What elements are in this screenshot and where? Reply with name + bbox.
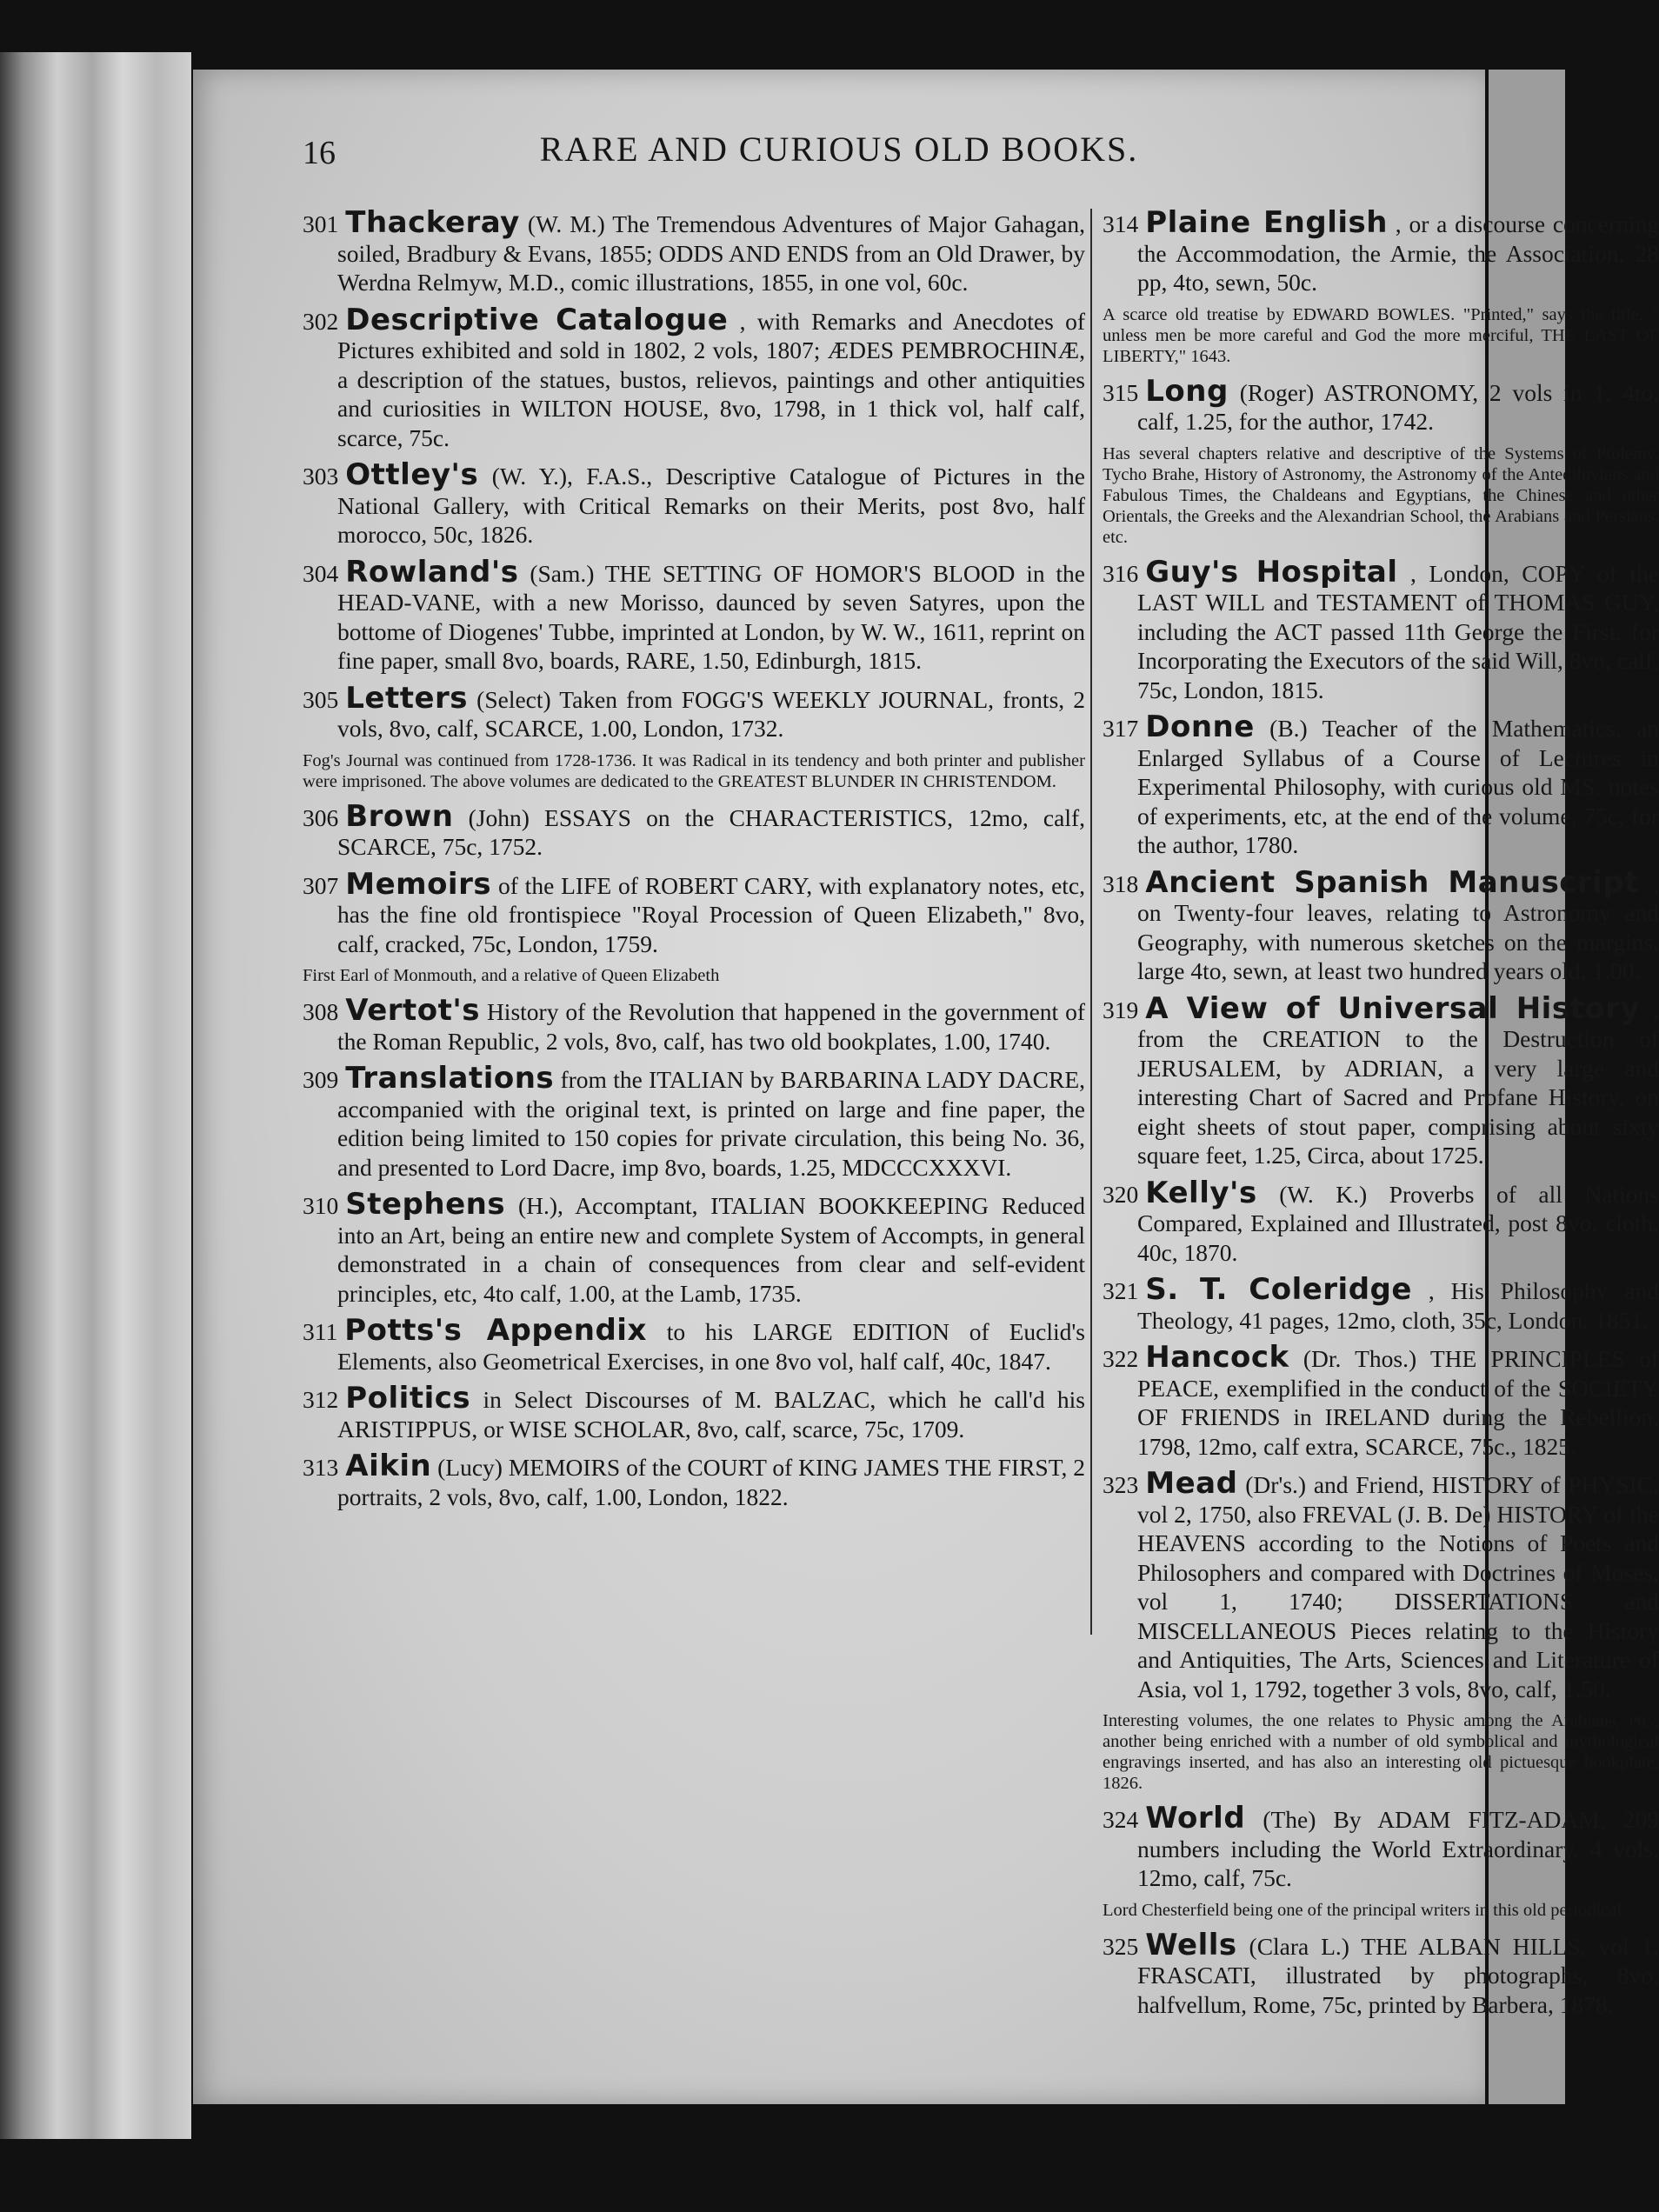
entry-name: Memoirs [345,866,492,902]
catalogue-entry [303,1313,1086,1376]
left-column [303,205,1086,1520]
entry-name: Ancient Spanish Manuscript [1145,864,1639,900]
catalogue-entry [303,457,1086,550]
entry-name: Hancock [1145,1340,1289,1375]
entry-description: History of the Revolution that happened in the government of the Roman Republic, 2 vols, 8vo, calf, has two old bookplates, 1.00, 1740. [337,998,1085,1055]
entry-number: 309 [303,1066,339,1093]
entry-description: , with Remarks and Anecdotes of Pictures exhibited and sold in 1802, 2 vols, 1807; ÆDES PEMBROCHINÆ, a description of the statues, bustos, relievos, paintings and other antiquities and curiosities in WILTON HOUSE, 8vo, 1798, in 1 thick vol, half calf, scarce, 75c. [337,307,1086,451]
entry-description: (The) By ADAM FITZ-ADAM, 209 numbers including the World Extraordinary, 4 vols, 12mo, calf, 75c. [1137,1806,1659,1891]
entry-description: (Select) Taken from FOGG'S WEEKLY JOURNAL, fronts, 2 vols, 8vo, calf, SCARCE, 1.00, London, 1732. [337,685,1085,742]
entry-description: from the ITALIAN by BARBARINA LADY DACRE, accompanied with the original text, is printed on large and fine paper, the edition being limited to 150 copies for private circulation, this being No. 36, and presented to Lord Dacre, imp 8vo, boards, 1.25, MDCCCXXXVI. [337,1066,1086,1181]
entry-description: in Select Discourses of M. BALZAC, which he call'd his ARISTIPPUS, or WISE SCHOLAR, 8vo, calf, scarce, 75c, 1709. [337,1386,1086,1442]
catalogue-entry [303,993,1085,1056]
entry-description: to his LARGE EDITION of Euclid's Elements, also Geometrical Exercises, in one 8vo vol, half calf, 40c, 1847. [337,1318,1086,1375]
entry-number: 304 [303,559,339,587]
catalogue-entry [303,1187,1086,1308]
entry-name: Ottley's [345,457,479,492]
entry-number: 323 [1103,1471,1139,1498]
catalogue-entry [1103,710,1659,860]
entry-number: 303 [303,463,339,490]
catalogue-entry [1103,1927,1659,2020]
entry-note: Fog's Journal was continued from 1728-1736. It was Radical in its tendency and both printer and publisher were imprisoned. The above volumes are dedicated to the GREATEST BLUNDER IN CHRISTENDOM. [303,750,1085,791]
catalogue-entry [303,866,1086,959]
entry-description: , London, COPY of the LAST WILL and TESTAMENT of THOMAS GUY, including the ACT passed 11th George the First, for Incorporating the Executors of the said Will, 8vo, calf, 75c, London, 1815. [1137,559,1659,703]
catalogue-entry [1103,1272,1659,1335]
entry-name: Kelly's [1145,1175,1257,1210]
entry-name: World [1145,1801,1246,1836]
entry-name: Letters [345,680,469,716]
entry-number: 317 [1103,715,1139,742]
catalogue-entry [1103,1340,1659,1461]
entry-name: Vertot's [345,993,481,1028]
entry-description: (Roger) ASTRONOMY, 2 vols in 1, 4to, calf, 1.25, for the author, 1742. [1137,378,1659,435]
entry-name: Guy's Hospital [1145,554,1398,590]
running-header [193,129,1485,181]
entry-description: , or a discourse concerning the Accommodation, the Armie, the Association, 28 pp, 4to, sewn, 50c. [1137,210,1659,296]
entry-number: 312 [303,1386,339,1413]
catalogue-entry [303,205,1086,297]
entry-number: 306 [303,803,339,831]
right-column [1103,205,1659,2028]
page-title: RARE AND CURIOUS OLD BOOKS. [539,130,1139,169]
entry-name: Stephens [345,1187,506,1222]
entry-name: Brown [345,798,454,834]
entry-note: First Earl of Monmouth, and a relative of Queen Elizabeth [303,966,720,985]
entry-number: 301 [303,210,339,237]
catalogue-entry [303,1449,1085,1511]
entry-name: Politics [345,1381,471,1416]
entry-name: Donne [1145,710,1255,744]
entry-number: 319 [1103,996,1139,1023]
entry-number: 308 [303,998,339,1025]
entry-name: Long [1145,373,1229,409]
entry-number: 318 [1103,869,1139,897]
entry-description: , His Philosophy and Theology, 41 pages, 12mo, cloth, 35c, London, 1851. [1137,1277,1659,1334]
entry-description: of the LIFE of ROBERT CARY, with explanatory notes, etc, has the fine old frontispiece "Royal Procession of Queen Elizabeth," 8vo, calf, cracked, 75c, London, 1759. [337,871,1086,957]
entry-description: (W. K.) Proverbs of all Nations Compared, Explained and Illustrated, post 8vo, cloth, 40c, 1870. [1137,1180,1659,1266]
entry-description: (John) ESSAYS on the CHARACTERISTICS, 12mo, calf, SCARCE, 75c, 1752. [337,803,1085,860]
catalogue-entry [1103,554,1659,705]
entry-note: Interesting volumes, the one relates to Physic among the Arabians, etc., another being enriched with a number of old symbolical and mythological engravings inserted, and has also an interesting old pictuesque bookplate, 1826. [1103,1711,1659,1793]
entry-name: Thackeray [345,205,520,240]
entry-number: 311 [303,1318,338,1345]
catalogue-entry [1103,1175,1659,1268]
entry-name: Wells [1145,1927,1237,1962]
entry-description: (Sam.) THE SETTING OF HOMOR'S BLOOD in the HEAD-VANE, with a new Morisso, daunced by seven Satyres, upon the bottome of Diogenes' Tubbe, imprinted at London, by W. W., 1611, reprint on fine paper, small 8vo, boards, RARE, 1.50, Edinburgh, 1815. [337,559,1086,674]
entry-name: Rowland's [345,554,519,590]
entry-description: (W. M.) The Tremendous Adventures of Major Gahagan, soiled, Bradbury & Evans, 1855; ODDS AND ENDS from an Old Drawer, by Werdna Relmyw, M.D., comic illustrations, 1855, in one vol, 60c. [337,210,1086,296]
book-binding-edge [0,52,191,2139]
entry-number: 310 [303,1192,339,1219]
entry-number: 325 [1103,1932,1139,1960]
catalogue-entry [303,302,1086,453]
entry-description: (Lucy) MEMOIRS of the COURT of KING JAMES THE FIRST, 2 portraits, 2 vols, 8vo, calf, 1.00, London, 1822. [337,1454,1085,1510]
entry-number: 320 [1103,1180,1139,1208]
catalogue-entry [303,680,1085,743]
entry-description: , from the CREATION to the Destruction of JERUSALEM, by ADRIAN, a very large and interesting Chart of Sacred and Profane History, on eight sheets of stout paper, comprising about sixty square feet, 1.25, Circa, about 1725. [1137,996,1659,1169]
entry-description: (H.), Accomptant, ITALIAN BOOKKEEPING Reduced into an Art, being an entire new and complete System of Accompts, in general demonstrated in a chain of consequences from clear and self-evident principles, etc, 4to calf, 1.00, at the Lamb, 1735. [337,1192,1086,1307]
entry-name: Descriptive Catalogue [345,302,729,337]
entry-name: S. T. Coleridge [1145,1272,1412,1307]
entry-number: 315 [1103,378,1139,406]
catalogue-entry [1103,1801,1659,1893]
catalogue-entry [1103,990,1659,1170]
entry-number: 305 [303,685,339,713]
entry-note: Has several chapters relative and descriptive of the Systems of Ptolemy, Tycho Brahe, History of Astronomy, the Astronomy of the Antediluvians and Fabulous Times, the Chaldeans and Egyptians, the Chinese and other Orientals, the Greeks and the Alexandrian School, the Arabians and Persians, etc. [1103,443,1659,547]
column-divider [1090,209,1092,1635]
catalogue-entry [303,1381,1086,1443]
entry-description: (B.) Teacher of the Mathematics, an Enlarged Syllabus of a Course of Lectures in Experimental Philosophy, with curious old MS. notes of experiments, etc, at the end of the volume, 75c, for the author, 1780. [1137,715,1659,858]
catalogue-entry [303,1061,1086,1182]
catalogue-entry [1103,373,1659,436]
entry-name: Plaine English [1145,205,1388,240]
entry-description: (W. Y.), F.A.S., Descriptive Catalogue of Pictures in the National Gallery, with Critical Remarks on their Merits, post 8vo, half morocco, 50c, 1826. [337,463,1086,548]
entry-description: (Dr's.) and Friend, HISTORY of PHYSIC, vol 2, 1750, also FREVAL (J. B. De) HISTORY of the HEAVENS according to the Notions of Poets and Philosophers and compared with Doctrines of Moses, vol 1, 1740; DISSERTATIONS and MISCELLANEOUS Pieces relating to the History and Antiquities, The Arts, Sciences and Literature of Asia, vol 1, 1792, together 3 vols, 8vo, calf, 1.50. [1137,1471,1659,1702]
catalogue-entry [303,798,1085,862]
entry-number: 302 [303,307,339,335]
entry-name: Aikin [345,1449,432,1483]
entry-number: 314 [1103,210,1139,237]
entry-number: 324 [1103,1806,1139,1833]
catalogue-page [193,70,1659,2104]
entry-name: A View of Universal History [1145,990,1641,1026]
entry-name: Mead [1145,1466,1238,1501]
entry-description: (Dr. Thos.) THE PRINCIPLES of PEACE, exemplified in the conduct of the SOCIETY OF FRIENDS in IRELAND during the Rebellion, 1798, 12mo, calf extra, SCARCE, 75c., 1825. [1137,1345,1659,1460]
entry-number: 321 [1103,1277,1139,1304]
catalogue-entry [1103,205,1659,297]
entry-description: , on Twenty-four leaves, relating to Astronomy and Geography, with numerous sketches on the margins, large 4to, sewn, at least two hundred years old, 1.00. [1137,869,1659,984]
entry-number: 313 [303,1454,339,1481]
entry-number: 307 [303,871,339,899]
entry-number: 316 [1103,559,1139,587]
catalogue-entry [303,554,1086,676]
entry-description: (Clara L.) THE ALBAN HILLS, vol 1, FRASCATI, illustrated by photographs, 8vo, halfvellum, Rome, 75c, printed by Barbera, 1878. [1137,1932,1659,2018]
entry-name: Potts's Appendix [344,1313,647,1348]
catalogue-entry [1103,1466,1659,1703]
entry-note: A scarce old treatise by EDWARD BOWLES. "Printed," says the title, " unless men be more careful and God the more merciful, THE LAST OF LIBERTY," 1643. [1103,304,1659,366]
entry-number: 322 [1103,1345,1139,1372]
catalogue-entry [1103,864,1659,986]
page-number: 16 [303,135,336,171]
entry-note: Lord Chesterfield being one of the principal writers in this old periodical. [1103,1900,1627,1920]
entry-name: Translations [345,1061,555,1096]
